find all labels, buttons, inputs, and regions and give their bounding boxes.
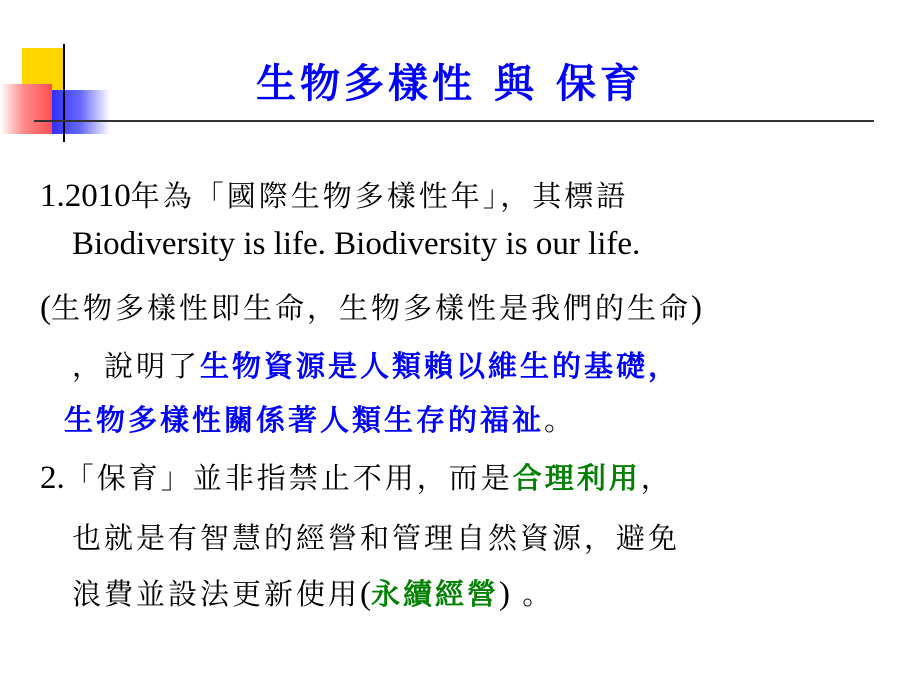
point1-translation-line <box>40 288 702 328</box>
point1-explain-prefix: ，說明了 <box>72 349 201 383</box>
paren-close: ) <box>691 290 703 326</box>
point1-highlight-2: 生物多樣性關係著人類生存的福祉 <box>64 403 545 437</box>
point1-line1 <box>40 176 628 216</box>
point2-text-a-end: ， <box>640 461 673 495</box>
point2-number: 2. <box>40 460 65 496</box>
point2-line1 <box>40 458 673 498</box>
point1-end-mark: 。 <box>544 403 577 437</box>
point1-slogan-line <box>72 224 640 264</box>
point2-line3-text: 浪費並設法更新使用 <box>72 577 361 611</box>
paren-open-2: ( <box>360 576 372 612</box>
point1-highlight-line <box>64 400 576 440</box>
point1-explain-line <box>72 346 680 386</box>
point2-text-a: 「保育」並非指禁止不用，而是 <box>64 461 513 495</box>
title-divider-line <box>34 120 874 122</box>
paren-open: ( <box>40 290 51 326</box>
point1-highlight-1: 生物資源是人類賴以維生的基礎， <box>200 349 681 383</box>
paren-close-2: ) <box>499 576 511 612</box>
point1-translation: 生物多樣性即生命，生物多樣性是我們的生命 <box>51 291 692 325</box>
point2-line2-text: 也就是有智慧的經營和管理自然資源，避免 <box>72 521 681 555</box>
slide-title: 生物多樣性 與 保育 <box>256 61 644 107</box>
point2-end-mark: 。 <box>510 577 555 611</box>
point2-highlight-a: 合理利用 <box>512 461 641 495</box>
point1-number: 1.2010 <box>40 178 131 214</box>
point1-text: 年為「國際生物多樣性年」，其標語 <box>130 179 629 213</box>
point2-line2 <box>72 518 680 558</box>
point2-highlight-b: 永續經營 <box>371 577 500 611</box>
point1-slogan: Biodiversity is life. Biodiversity is our life. <box>72 226 641 262</box>
point2-line3 <box>72 574 554 614</box>
